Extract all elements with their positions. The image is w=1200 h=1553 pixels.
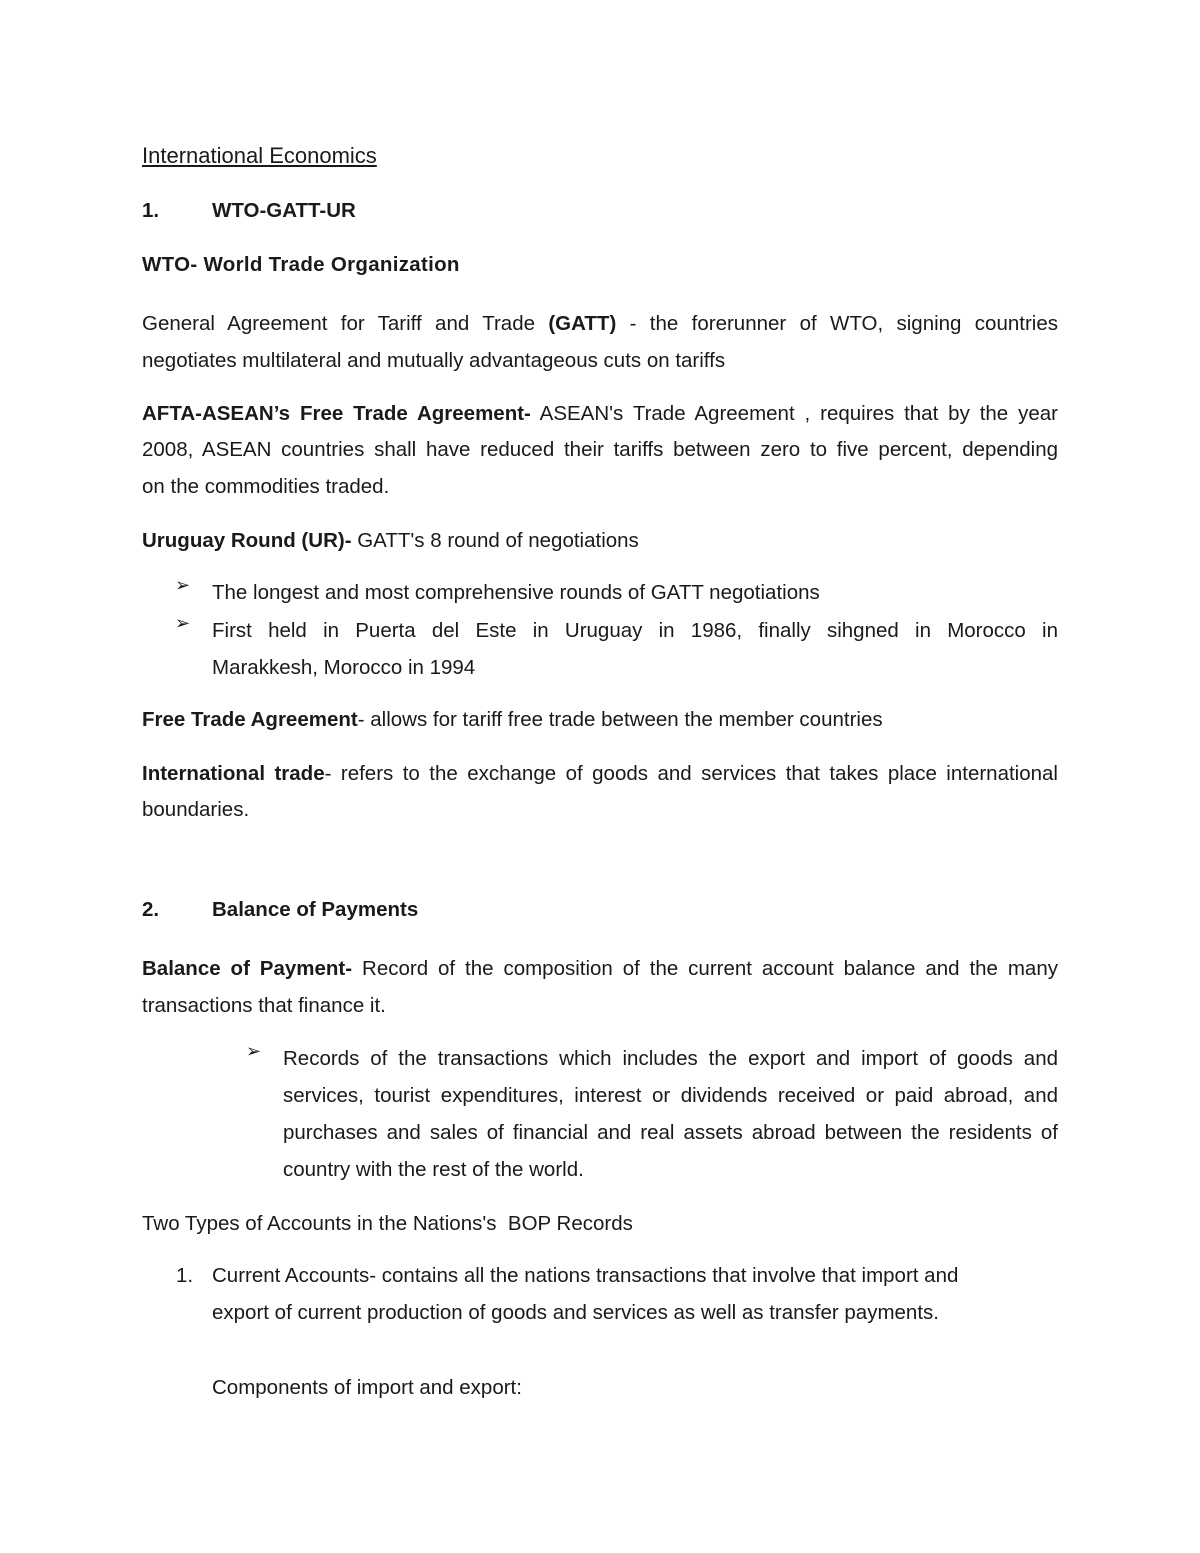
ur-bullet-2-line1: First held in Puerta del Este in Uruguay in 1986, finally sihgned in Morocco in	[212, 619, 1058, 642]
bullet-arrow-icon: ➢	[246, 1041, 262, 1062]
wto-heading: WTO- World Trade Organization	[142, 253, 460, 276]
bop-bullet-line2: services, tourist expenditures, interest or dividends received or paid abroad, and	[283, 1084, 1058, 1107]
afta-paragraph-line2: 2008, ASEAN countries shall have reduced their tariffs between zero to five percent, depending	[142, 438, 1058, 461]
section-2-title: Balance of Payments	[212, 898, 419, 921]
fta-paragraph	[142, 701, 1058, 738]
intl-trade-term: International trade	[142, 762, 325, 785]
afta-paragraph-line3: on the commodities traded.	[142, 475, 390, 498]
gatt-paragraph-line2: negotiates multilateral and mutually advantageous cuts on tariffs	[142, 349, 726, 372]
gatt-paragraph-line1	[142, 305, 1058, 342]
list-item-1-line1: Current Accounts- contains all the nations transactions that involve that import and	[212, 1264, 959, 1287]
fta-term: Free Trade Agreement	[142, 708, 358, 731]
gatt-bold: (GATT)	[548, 312, 617, 335]
bop-line1-rest: Record of the composition of the current account balance and the many	[362, 957, 1058, 980]
section-1-number: 1.	[142, 199, 160, 222]
intl-trade-line1	[142, 755, 1058, 792]
afta-term: AFTA-ASEAN’s Free Trade Agreement-	[142, 402, 531, 425]
gatt-line1-rest: - the forerunner of WTO, signing countries	[629, 312, 1058, 335]
ur-bullet-2-line2: Marakkesh, Morocco in 1994	[212, 656, 476, 679]
ur-rest: GATT's 8 round of negotiations	[357, 529, 639, 552]
bop-paragraph-line1	[142, 950, 1058, 987]
section-2-number: 2.	[142, 898, 160, 921]
intl-trade-line2: boundaries.	[142, 798, 250, 821]
bop-bullet-line4: country with the rest of the world.	[283, 1158, 584, 1181]
ur-paragraph	[142, 522, 1058, 559]
afta-line1-rest: ASEAN's Trade Agreement , requires that by the year	[539, 402, 1058, 425]
list-item-1-line2: export of current production of goods and services as well as transfer payments.	[212, 1301, 939, 1324]
components-heading: Components of import and export:	[212, 1376, 522, 1399]
list-item-1-number: 1.	[176, 1264, 194, 1287]
gatt-lead: General Agreement for Tariff and Trade	[142, 312, 536, 335]
two-types-heading: Two Types of Accounts in the Nations's BOP Records	[142, 1212, 633, 1235]
bop-term: Balance of Payment-	[142, 957, 353, 980]
section-1-title: WTO-GATT-UR	[212, 199, 356, 222]
bullet-arrow-icon: ➢	[175, 613, 191, 634]
ur-term: Uruguay Round (UR)-	[142, 529, 352, 552]
bop-bullet-line1: Records of the transactions which includes the export and import of goods and	[283, 1047, 1058, 1070]
bullet-arrow-icon: ➢	[175, 575, 191, 596]
page-title: International Economics	[142, 143, 377, 168]
bop-bullet-line3: purchases and sales of financial and real assets abroad between the residents of	[283, 1121, 1058, 1144]
afta-paragraph-line1	[142, 395, 1058, 432]
ur-bullet-1: The longest and most comprehensive rounds of GATT negotiations	[212, 581, 820, 604]
fta-rest: - allows for tariff free trade between the member countries	[357, 708, 883, 731]
bop-paragraph-line2: transactions that finance it.	[142, 994, 386, 1017]
intl-trade-rest: - refers to the exchange of goods and services that takes place international	[324, 762, 1058, 785]
